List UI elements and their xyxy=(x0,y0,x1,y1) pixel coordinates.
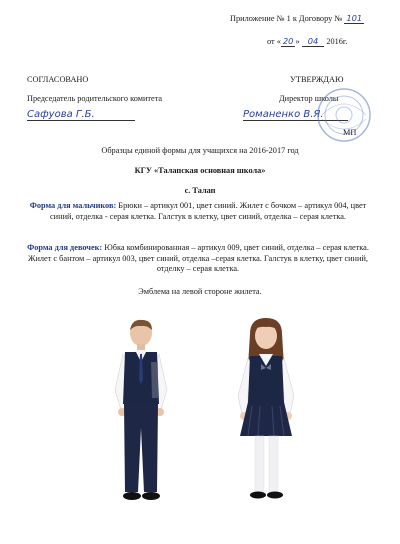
stamp-label: МП xyxy=(343,128,357,137)
approved-role: Директор школы xyxy=(279,94,339,103)
village-name: с. Талап xyxy=(184,186,216,195)
date-year: 2016г. xyxy=(326,37,348,46)
girl-uniform-photo xyxy=(228,318,304,508)
appendix-label: Приложение № 1 к Договору № xyxy=(230,14,343,23)
date-day: 20 xyxy=(282,36,294,46)
contract-number: 101 xyxy=(346,13,363,23)
document-title: Образцы единой формы для учащихся на 2016-2017 год xyxy=(101,146,299,155)
approved-signature: Романенко В.Я. xyxy=(243,109,348,121)
agreed-role: Председатель родительского комитета xyxy=(27,94,163,103)
emblem-note: Эмблема на левой стороне жилета. xyxy=(138,287,262,296)
agreed-title: СОГЛАСОВАНО xyxy=(27,75,89,84)
date-month: 04 xyxy=(302,36,325,47)
agreed-signature: Сафуова Г.Б. xyxy=(27,109,135,121)
appendix-line xyxy=(230,13,364,24)
approved-title: УТВЕРЖДАЮ xyxy=(290,75,344,84)
boys-uniform-paragraph xyxy=(20,201,376,222)
girls-uniform-paragraph xyxy=(20,243,376,275)
girls-uniform-text: Юбка комбинированная – артикул 009, цвет синий, отделка – серая клетка. Жилет с бантом – артикул 003, цвет синий, отделка –серая клетка. Галстук в клетку, цвет синий, отделку – серая клетка. xyxy=(28,243,369,274)
date-line xyxy=(267,36,347,47)
boys-uniform-label: Форма для мальчиков: xyxy=(29,201,117,210)
date-prefix: от « xyxy=(267,37,281,46)
boy-uniform-photo xyxy=(105,318,177,508)
date-mid: » xyxy=(295,37,300,46)
boys-uniform-text: Брюки – артикул 001, цвет синий. Жилет с бочком – артикул 004, цвет синий, отделка - серая клетка. Галстук в клетку, цвет синий, отделка – серая клетка. xyxy=(50,201,367,221)
girls-uniform-label: Форма для девочек: xyxy=(27,243,103,252)
school-name: КГУ «Талапская основная школа» xyxy=(134,166,266,175)
